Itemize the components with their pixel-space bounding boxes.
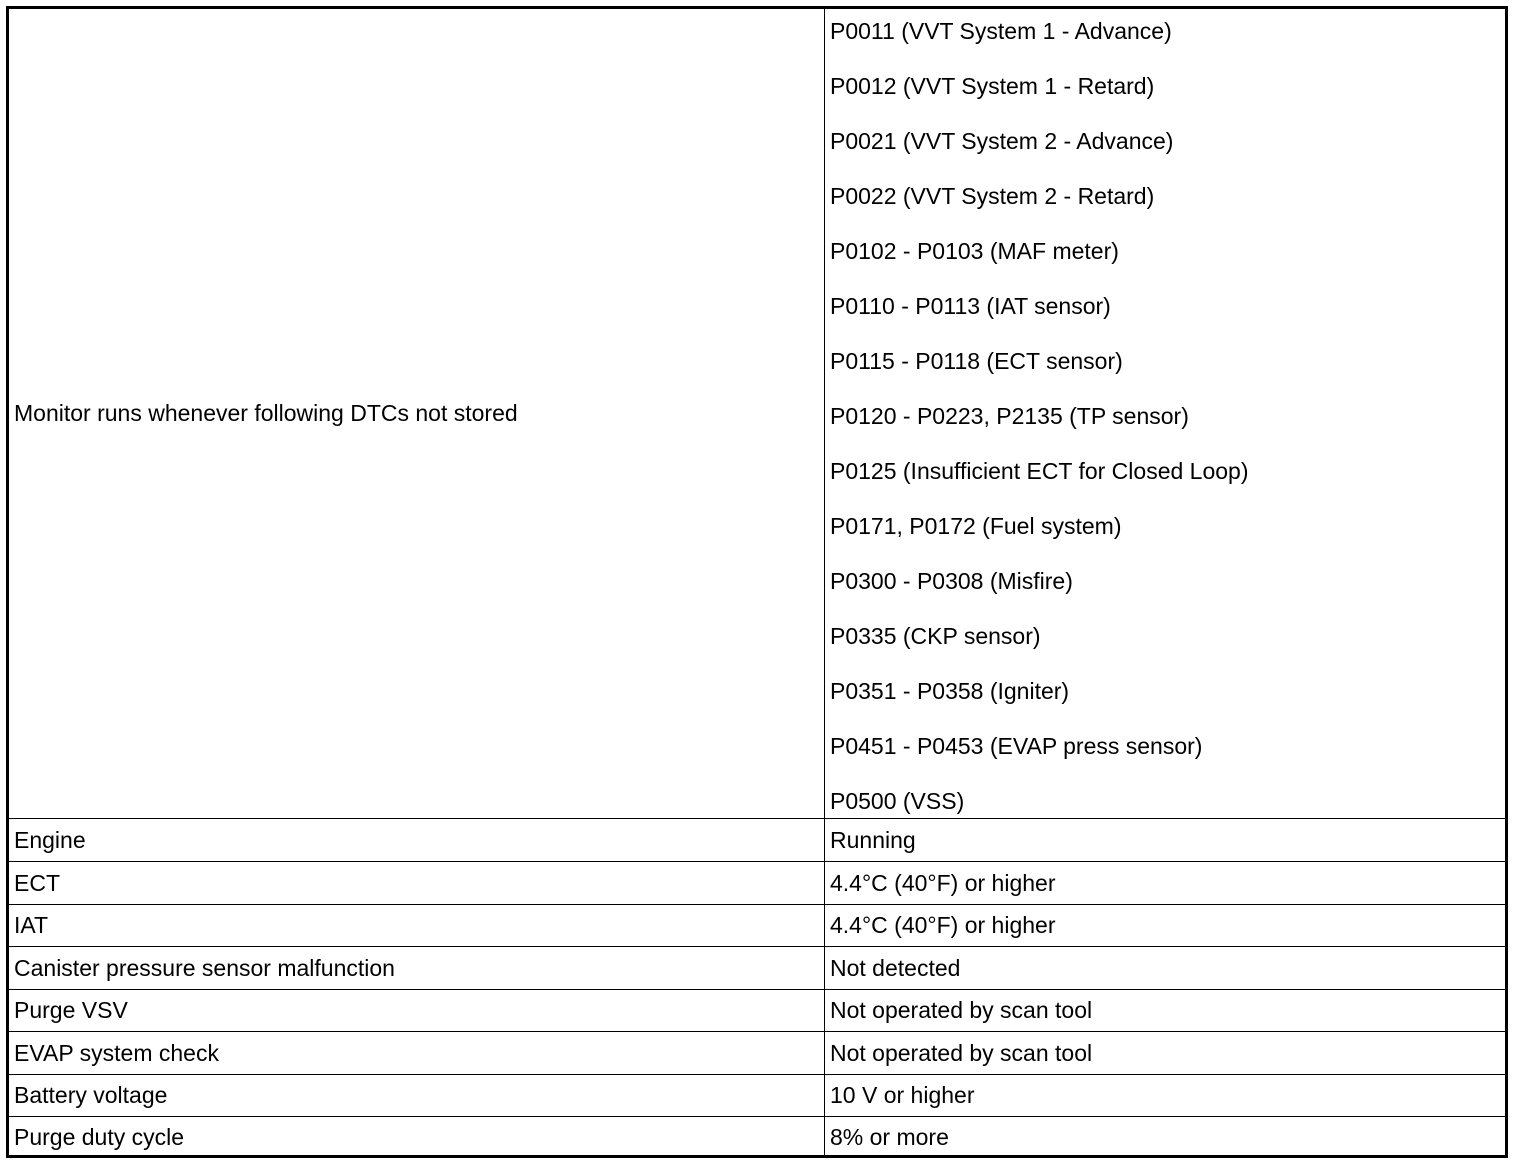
dtc-item: P0451 - P0453 (EVAP press sensor) [830, 733, 1203, 759]
dtc-list [830, 16, 1505, 818]
dtc-item: P0500 (VSS) [830, 788, 965, 814]
condition-value-purge-duty: 8% or more [825, 1116, 1505, 1158]
condition-label-purge-vsv: Purge VSV [9, 989, 825, 1031]
condition-label-engine: Engine [9, 818, 825, 861]
condition-label-ect: ECT [9, 861, 825, 904]
dtc-item: P0102 - P0103 (MAF meter) [830, 238, 1119, 264]
dtc-item: P0171, P0172 (Fuel system) [830, 513, 1122, 539]
dtc-item: P0011 (VVT System 1 - Advance) [830, 18, 1172, 44]
condition-label-purge-duty: Purge duty cycle [9, 1116, 825, 1158]
dtc-list-cell [825, 9, 1505, 818]
condition-value-iat: 4.4°C (40°F) or higher [825, 904, 1505, 946]
dtc-item: P0120 - P0223, P2135 (TP sensor) [830, 403, 1189, 429]
dtc-item: P0300 - P0308 (Misfire) [830, 568, 1073, 594]
condition-value-battery-voltage: 10 V or higher [825, 1074, 1505, 1116]
monitor-condition-label: Monitor runs whenever following DTCs not stored [9, 9, 825, 818]
dtc-item: P0335 (CKP sensor) [830, 623, 1041, 649]
dtc-item: P0021 (VVT System 2 - Advance) [830, 128, 1174, 154]
condition-value-canister-pressure: Not detected [825, 946, 1505, 989]
dtc-item: P0022 (VVT System 2 - Retard) [830, 183, 1155, 209]
condition-label-battery-voltage: Battery voltage [9, 1074, 825, 1116]
condition-value-engine: Running [825, 818, 1505, 861]
condition-label-iat: IAT [9, 904, 825, 946]
condition-value-evap-check: Not operated by scan tool [825, 1031, 1505, 1074]
condition-label-canister-pressure: Canister pressure sensor malfunction [9, 946, 825, 989]
dtc-item: P0125 (Insufficient ECT for Closed Loop) [830, 458, 1249, 484]
dtc-item: P0351 - P0358 (Igniter) [830, 678, 1070, 704]
dtc-item: P0012 (VVT System 1 - Retard) [830, 73, 1155, 99]
dtc-item: P0110 - P0113 (IAT sensor) [830, 293, 1111, 319]
condition-value-ect: 4.4°C (40°F) or higher [825, 861, 1505, 904]
condition-value-purge-vsv: Not operated by scan tool [825, 989, 1505, 1031]
condition-label-evap-check: EVAP system check [9, 1031, 825, 1074]
conditions-table [6, 6, 1508, 1158]
dtc-item: P0115 - P0118 (ECT sensor) [830, 348, 1123, 374]
